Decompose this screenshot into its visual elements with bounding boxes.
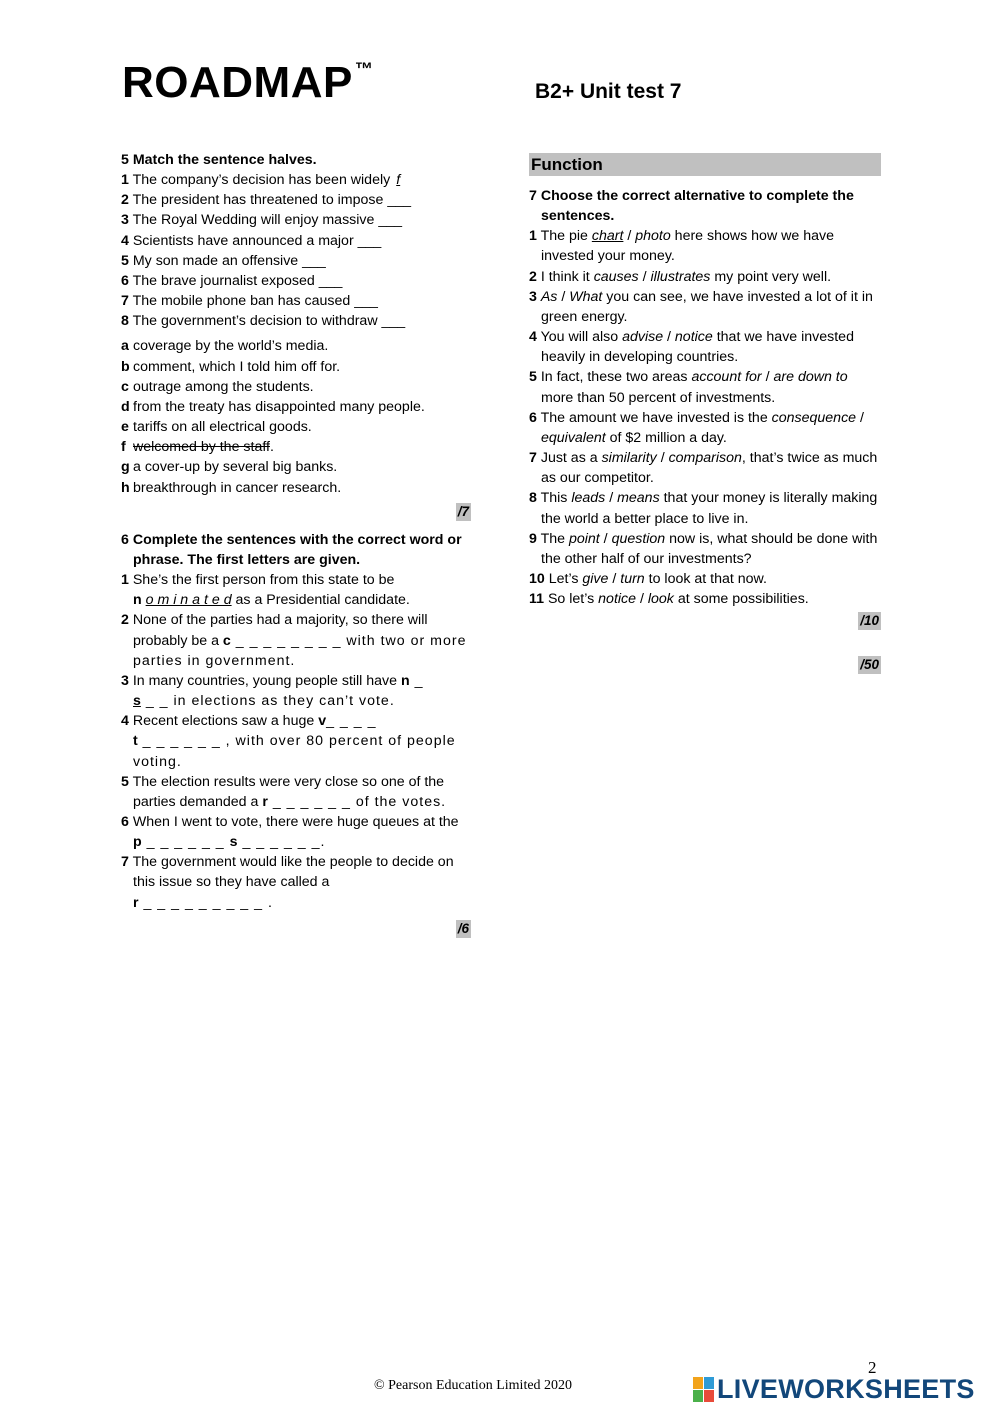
answer-input[interactable]: f: [396, 172, 401, 189]
match-item: 8 The government’s decision to withdraw ___: [121, 313, 406, 330]
option-b[interactable]: illustrates: [650, 268, 711, 285]
match-option: e tariffs on all electrical goods.: [121, 419, 312, 436]
option-b[interactable]: means: [617, 490, 660, 507]
s6-item-1: 1 She’s the first person from this state to be n o m i n a t e d as a Presidential candidate.: [121, 572, 410, 609]
choice-item: 6 The amount we have invested is the consequence / equivalent of $2 million a day.: [529, 409, 864, 446]
option-b[interactable]: question: [611, 530, 666, 547]
s6-item-6: 6 When I went to vote, there were huge queues at the p _ _ _ _ _ _ s _ _ _ _ _ _.: [121, 814, 459, 851]
option-a[interactable]: account for: [691, 369, 762, 386]
choice-item: 3 As / What you can see, we have invested a lot of it in green energy.: [529, 288, 873, 325]
s6-item-7: 7 The government would like the people to decide on this issue so they have called a r _ _ _ _ _ _ _ _ _ .: [121, 854, 454, 911]
match-option: d from the treaty has disappointed many people.: [121, 398, 425, 415]
answer-input[interactable]: _ _ _ _ _ _ _ _ _ .: [138, 894, 273, 911]
choice-item: 2 I think it causes / illustrates my point very well.: [529, 268, 832, 285]
page-number: 2: [868, 1358, 877, 1377]
option-a[interactable]: causes: [593, 268, 639, 285]
match-item: 5 My son made an offensive ___: [121, 252, 326, 269]
option-b[interactable]: photo: [635, 228, 671, 245]
liveworksheets-icon: [693, 1377, 714, 1402]
s6-item-4: 4 Recent elections saw a huge v_ _ _ _ t _ _ _ _ _ _ , with over 80 percent of people voting.: [121, 713, 456, 770]
match-option: b comment, which I told him off for.: [121, 358, 341, 375]
match-item: 1 The company’s decision has been widely f: [121, 170, 471, 190]
left-column: [121, 150, 471, 939]
brand-logo: ROADMAP ™: [122, 58, 374, 107]
answer-input[interactable]: _ _ _ _: [326, 713, 377, 730]
option-b[interactable]: equivalent: [541, 429, 606, 446]
choice-item: 11 So let’s notice / look at some possibilities.: [529, 591, 809, 608]
choice-item: 7 Just as a similarity / comparison, that’s twice as much as our competitor.: [529, 450, 878, 487]
liveworksheets-logo: LIVEWORKSHEETS: [693, 1374, 975, 1405]
answer-input[interactable]: _: [409, 672, 424, 689]
match-option: a coverage by the world’s media.: [121, 338, 329, 355]
section-6-score: /6: [457, 920, 469, 936]
answer-input[interactable]: _ _ _ _ _ _ _ _ with two or more parties in government.: [133, 632, 467, 669]
option-b[interactable]: notice: [674, 329, 713, 346]
option-b[interactable]: are down to: [773, 369, 848, 386]
match-item: 6 The brave journalist exposed ___: [121, 272, 343, 289]
copyright: © Pearson Education Limited 2020: [374, 1378, 573, 1393]
match-option: g a cover-up by several big banks.: [121, 459, 338, 476]
s6-item-5: 5 The election results were very close so one of the parties demanded a r _ _ _ _ _ _ of the votes.: [121, 773, 447, 810]
section-6-heading: 6 Complete the sentences with the correct word or phrase. The first letters are given.: [121, 531, 462, 568]
match-item: 7 The mobile phone ban has caused ___: [121, 293, 378, 310]
answer-input[interactable]: _ _ _ _ _ _.: [237, 834, 326, 851]
choice-item: 9 The point / question now is, what should be done with the other half of our investments?: [529, 530, 878, 567]
option-a[interactable]: advise: [622, 329, 664, 346]
choice-item: 4 You will also advise / notice that we have invested heavily in developing countries.: [529, 329, 854, 366]
option-b[interactable]: comparison: [668, 450, 742, 467]
answer-input[interactable]: _ _ _ _ _ _ of the votes.: [267, 793, 447, 810]
choice-item: 5 In fact, these two areas account for / are down to more than 50 percent of investments.: [529, 369, 848, 406]
option-b[interactable]: turn: [620, 570, 645, 587]
section-7-score: /10: [860, 613, 879, 629]
option-b[interactable]: What: [569, 288, 603, 305]
right-column: [529, 153, 881, 676]
section-5-score: /7: [457, 503, 469, 519]
answer-input[interactable]: _ _ _ _ _ _ , with over 80 percent of people voting.: [133, 733, 456, 770]
match-option: f welcomed by the staff.: [121, 439, 274, 456]
match-option: h breakthrough in cancer research.: [121, 479, 342, 496]
option-b[interactable]: look: [647, 591, 674, 608]
choice-item: 1 The pie chart / photo here shows how we have invested your money.: [529, 228, 834, 265]
option-a[interactable]: leads: [571, 490, 606, 507]
answer-input[interactable]: _ _ in elections as they can’t vote.: [140, 693, 395, 710]
section-7-heading: 7 Choose the correct alternative to complete the sentences.: [529, 188, 854, 225]
option-a[interactable]: chart: [591, 228, 624, 245]
choice-item: 8 This leads / means that your money is literally making the world a better place to live in.: [529, 490, 878, 527]
answer-input[interactable]: o m i n a t e d: [145, 592, 232, 609]
option-a[interactable]: consequence: [771, 409, 857, 426]
option-a[interactable]: notice: [598, 591, 637, 608]
option-a[interactable]: As: [540, 288, 558, 305]
match-item: 3 The Royal Wedding will enjoy massive ___: [121, 212, 403, 229]
function-section-bar: Function: [529, 153, 881, 176]
match-item: 2 The president has threatened to impose ___: [121, 192, 411, 209]
s6-item-2: 2 None of the parties had a majority, so there will probably be a c _ _ _ _ _ _ _ _ with two or more parties in government.: [121, 612, 467, 669]
s6-item-3: 3 In many countries, young people still have n _ s _ _ in elections as they can’t vote.: [121, 672, 424, 710]
option-a[interactable]: point: [568, 530, 600, 547]
total-score: /50: [860, 657, 879, 673]
option-a[interactable]: similarity: [601, 450, 657, 467]
answer-input[interactable]: _ _ _ _ _ _: [141, 834, 230, 851]
match-option: c outrage among the students.: [121, 378, 314, 395]
option-a[interactable]: give: [582, 570, 609, 587]
unit-title: B2+ Unit test 7: [535, 80, 682, 103]
section-5-heading: 5 Match the sentence halves.: [121, 152, 317, 168]
match-item: 4 Scientists have announced a major ___: [121, 232, 382, 249]
choice-item: 10 Let’s give / turn to look at that now.: [529, 570, 767, 587]
